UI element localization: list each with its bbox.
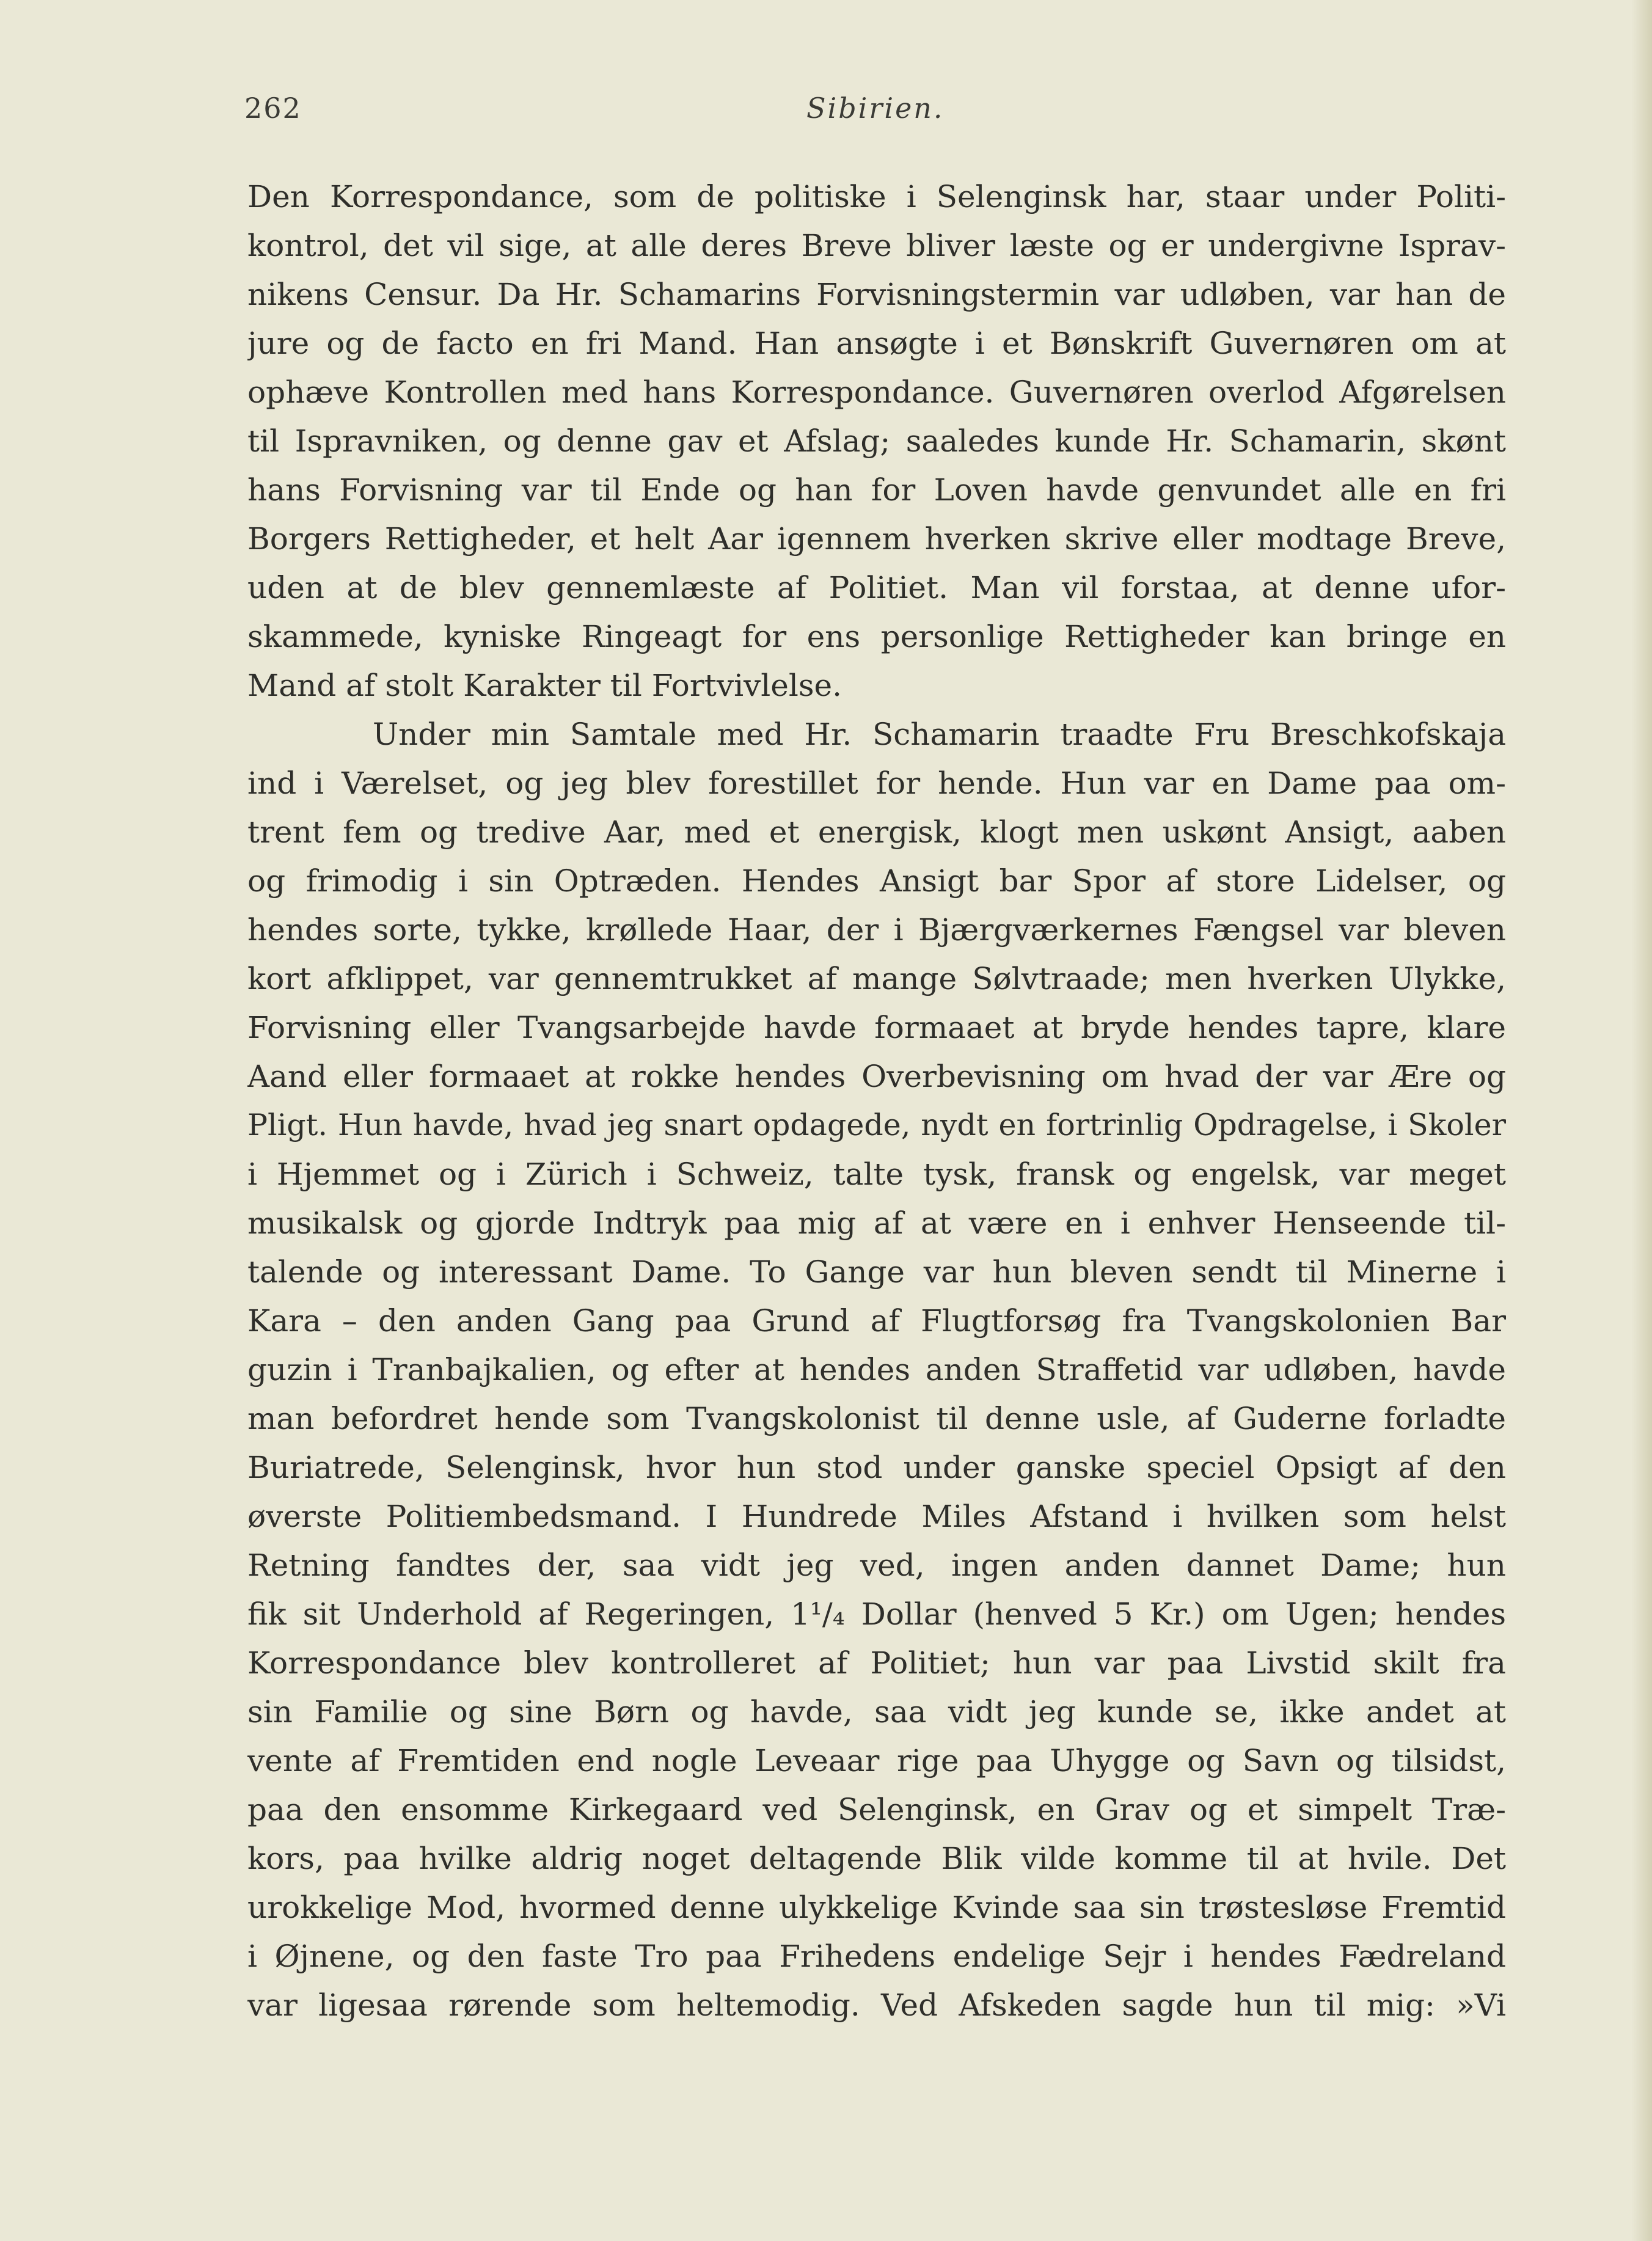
text-line: til Ispravniken, og denne gav et Afslag; saaledes kunde Hr. Schamarin, skønt xyxy=(247,423,1506,459)
text-line: kort afklippet, var gennemtrukket af mange Sølvtraade; men hverken Ulykke, xyxy=(247,961,1506,996)
text-line: Buriatrede, Selenginsk, hvor hun stod under ganske speciel Opsigt af den xyxy=(247,1450,1506,1485)
page-number: 262 xyxy=(244,92,302,125)
text-line: sin Familie og sine Børn og havde, saa vidt jeg kunde se, ikke andet at xyxy=(247,1694,1506,1730)
text-line: i Øjnene, og den faste Tro paa Frihedens endelige Sejr i hendes Fædreland xyxy=(247,1939,1506,1974)
text-line: Kara – den anden Gang paa Grund af Flugtforsøg fra Tvangskolonien Bar xyxy=(247,1303,1506,1339)
text-line: ophæve Kontrollen med hans Korrespondance. Guvernøren overlod Afgørelsen xyxy=(247,375,1506,410)
text-line: ind i Værelset, og jeg blev forestillet for hende. Hun var en Dame paa om- xyxy=(247,766,1506,801)
text-line: paa den ensomme Kirkegaard ved Selenginsk, en Grav og et simpelt Træ- xyxy=(247,1792,1506,1827)
text-line: uden at de blev gennemlæste af Politiet. Man vil forstaa, at denne ufor- xyxy=(247,570,1506,605)
text-line: jure og de facto en fri Mand. Han ansøgte i et Bønskrift Guvernøren om at xyxy=(247,326,1506,361)
text-line: Korrespondance blev kontrolleret af Politiet; hun var paa Livstid skilt fra xyxy=(247,1645,1506,1681)
text-line: Aand eller formaaet at rokke hendes Overbevisning om hvad der var Ære og xyxy=(247,1059,1506,1094)
text-line: kontrol, det vil sige, at alle deres Breve bliver læste og er undergivne Isprav- xyxy=(247,228,1506,263)
text-line: man befordret hende som Tvangskolonist til denne usle, af Guderne forladte xyxy=(247,1401,1506,1436)
text-line: øverste Politiembedsmand. I Hundrede Miles Afstand i hvilken som helst xyxy=(247,1499,1506,1534)
text-line: kors, paa hvilke aldrig noget deltagende Blik vilde komme til at hvile. Det xyxy=(247,1841,1506,1876)
running-head-title: Sibirien. xyxy=(806,92,945,125)
text-line: nikens Censur. Da Hr. Schamarins Forvisningstermin var udløben, var han de xyxy=(247,277,1506,312)
text-line: var ligesaa rørende som heltemodig. Ved Afskeden sagde hun til mig: »Vi xyxy=(247,1987,1506,2023)
text-line: talende og interessant Dame. To Gange var hun bleven sendt til Minerne i xyxy=(247,1254,1506,1290)
text-line: Den Korrespondance, som de politiske i Selenginsk har, staar under Politi- xyxy=(247,179,1506,214)
text-line: hans Forvisning var til Ende og han for Loven havde genvundet alle en fri xyxy=(247,472,1506,508)
text-line: i Hjemmet og i Zürich i Schweiz, talte tysk, fransk og engelsk, var meget xyxy=(247,1157,1506,1192)
paragraph-start-line: Under min Samtale med Hr. Schamarin traadte Fru Breschkofskaja xyxy=(373,717,1506,752)
text-line: Pligt. Hun havde, hvad jeg snart opdagede, nydt en fortrinlig Opdragelse, i Skoler xyxy=(247,1108,1506,1142)
text-line: Retning fandtes der, saa vidt jeg ved, ingen anden dannet Dame; hun xyxy=(247,1548,1506,1583)
body-text xyxy=(247,172,1506,2030)
text-line: Borgers Rettigheder, et helt Aar igennem hverken skrive eller modtage Breve, xyxy=(247,521,1506,557)
text-line: skammede, kyniske Ringeagt for ens personlige Rettigheder kan bringe en xyxy=(247,619,1506,654)
text-line: hendes sorte, tykke, krøllede Haar, der i Bjærgværkernes Fængsel var bleven xyxy=(247,912,1506,948)
text-line: guzin i Tranbajkalien, og efter at hendes anden Straffetid var udløben, havde xyxy=(247,1352,1506,1387)
text-line: fik sit Underhold af Regeringen, 1¹/₄ Dollar (henved 5 Kr.) om Ugen; hendes xyxy=(247,1596,1506,1632)
text-line: trent fem og tredive Aar, med et energisk, klogt men uskønt Ansigt, aaben xyxy=(247,814,1506,850)
text-line: musikalsk og gjorde Indtryk paa mig af at være en i enhver Henseende til- xyxy=(247,1205,1506,1241)
text-line: Forvisning eller Tvangsarbejde havde formaaet at bryde hendes tapre, klare xyxy=(247,1010,1506,1045)
page-edge-shadow xyxy=(1631,0,1652,2241)
paragraph-end-line: Mand af stolt Karakter til Fortvivlelse. xyxy=(247,668,842,703)
text-line: og frimodig i sin Optræden. Hendes Ansigt bar Spor af store Lidelser, og xyxy=(247,863,1506,899)
text-line: urokkelige Mod, hvormed denne ulykkelige Kvinde saa sin trøstesløse Fremtid xyxy=(247,1890,1506,1925)
page-header xyxy=(244,92,1509,147)
text-line: vente af Fremtiden end nogle Leveaar rige paa Uhygge og Savn og tilsidst, xyxy=(247,1743,1506,1779)
